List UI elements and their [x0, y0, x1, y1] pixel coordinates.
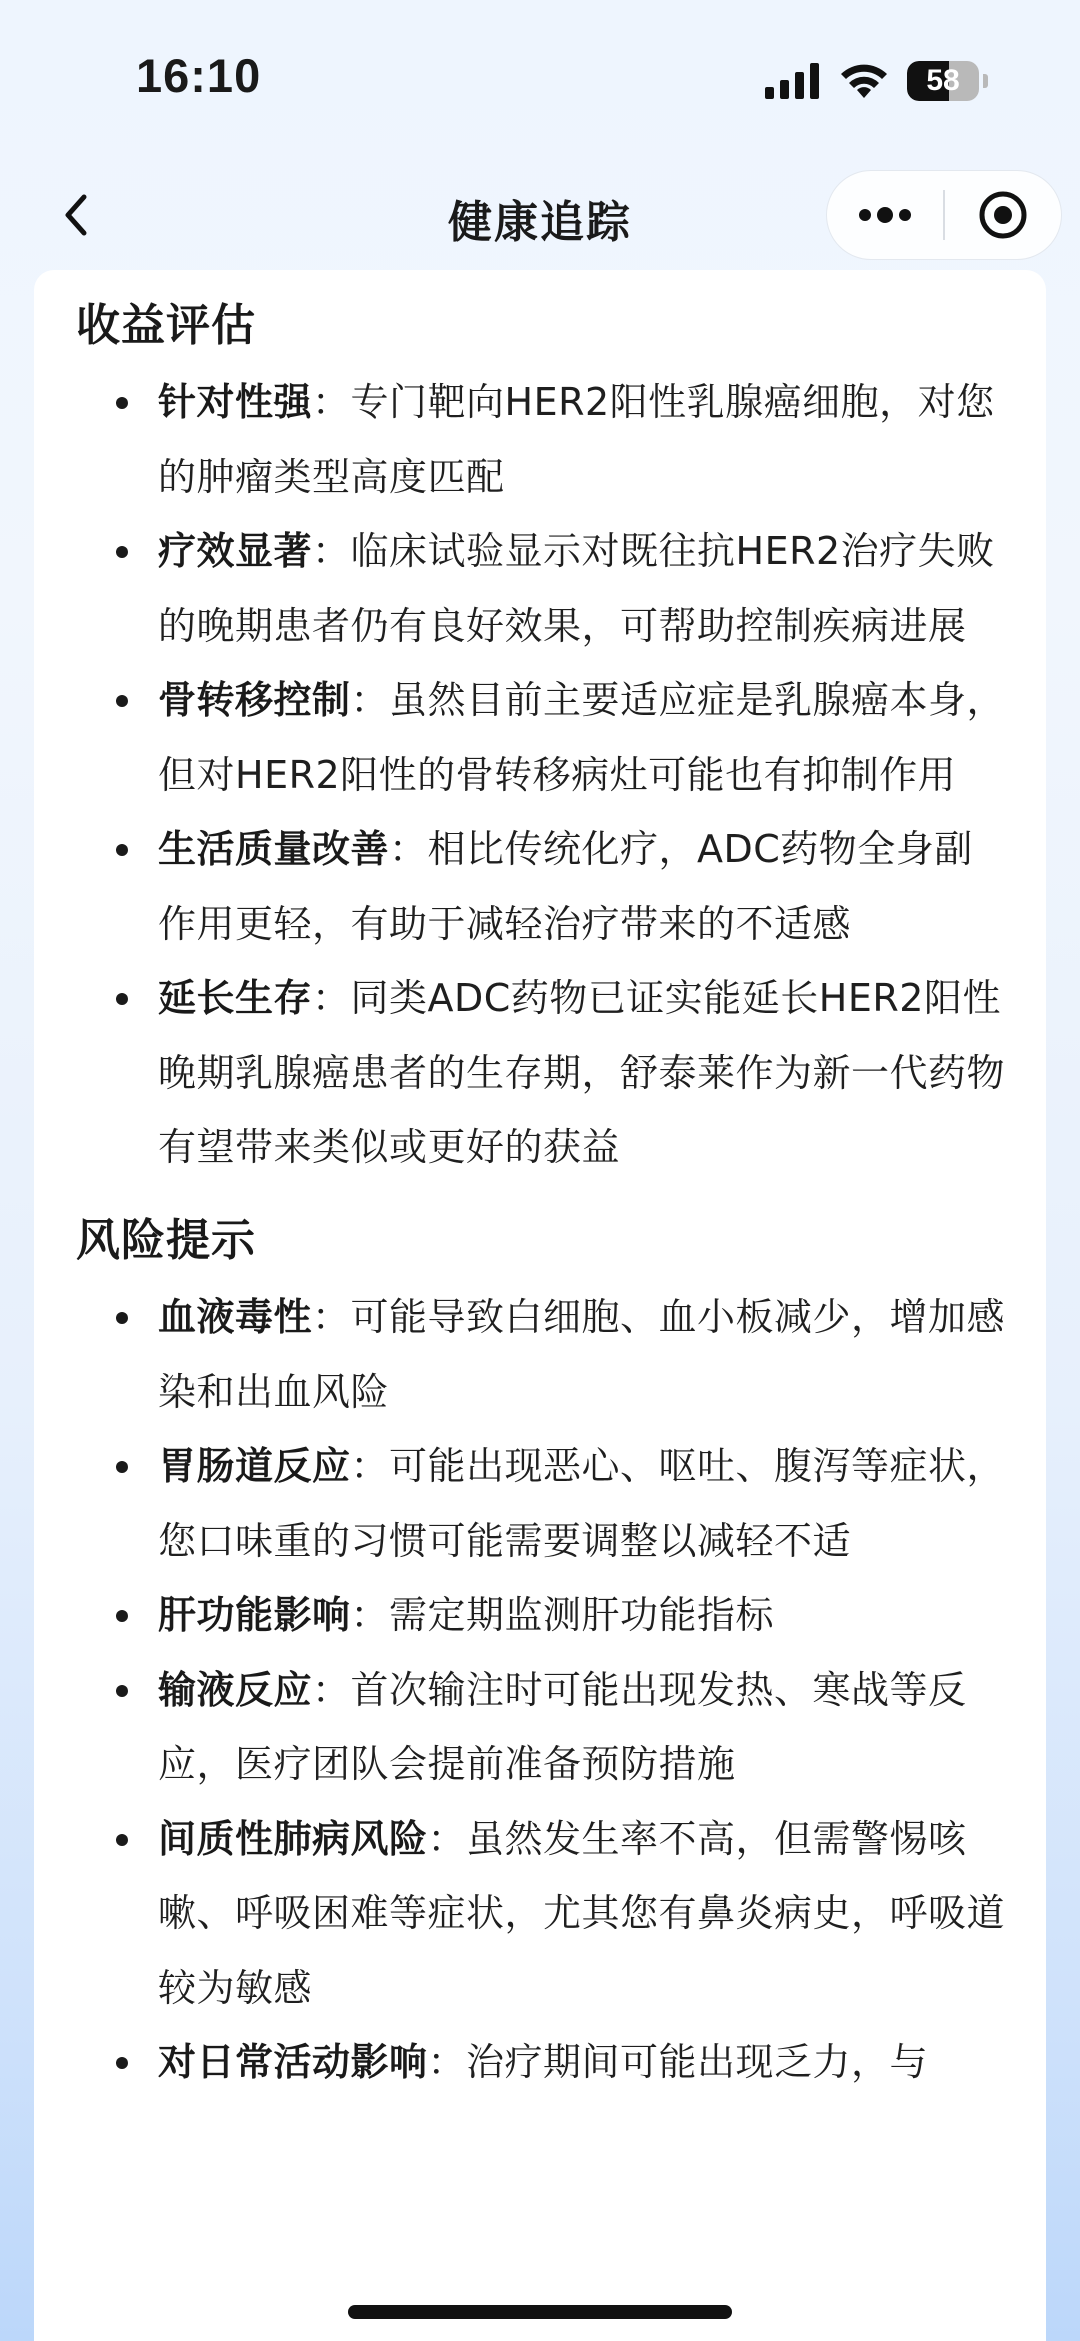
page-title: 健康追踪	[448, 197, 632, 248]
item-term: 延长生存	[158, 976, 313, 1021]
list-item	[76, 1802, 1006, 2026]
list-item	[76, 365, 1006, 514]
mini-program-capsule	[826, 170, 1062, 260]
home-indicator[interactable]	[348, 2305, 732, 2319]
status-time: 16:10	[136, 49, 262, 102]
list-item	[76, 1578, 1006, 1653]
item-term: 生活质量改善	[158, 827, 390, 872]
item-desc: ：首次输注时可能出现发热、寒战等反应，医疗团队会提前准备预防措施	[158, 1667, 967, 1787]
battery-cap	[983, 74, 988, 88]
wifi-icon	[839, 62, 889, 100]
item-term: 针对性强	[158, 380, 313, 425]
content-card	[34, 270, 1046, 2341]
item-term: 输液反应	[158, 1667, 313, 1712]
target-circle-icon	[977, 189, 1029, 241]
list-item	[76, 663, 1006, 812]
item-desc: ：治疗期间可能出现乏力，与	[427, 2040, 929, 2085]
list-item	[76, 812, 1006, 961]
list-item	[76, 1653, 1006, 1802]
item-term: 胃肠道反应	[158, 1444, 351, 1489]
battery-percent: 58	[926, 64, 960, 97]
item-term: 疗效显著	[158, 529, 313, 574]
item-term: 对日常活动影响	[158, 2040, 428, 2085]
more-dots-icon	[857, 205, 913, 225]
item-desc: ：虽然发生率不高，但需警惕咳嗽、呼吸困难等症状，尤其您有鼻炎病史，呼吸道较为敏感	[158, 1816, 1006, 2010]
more-button[interactable]	[827, 170, 943, 260]
risk-list	[76, 1280, 1006, 2100]
item-term: 间质性肺病风险	[158, 1816, 428, 1861]
list-item	[76, 1280, 1006, 1429]
list-item	[76, 514, 1006, 663]
item-term: 骨转移控制	[158, 678, 351, 723]
section-title: 收益评估	[76, 300, 256, 351]
section-risks	[76, 1211, 1006, 2100]
signal-icon	[765, 63, 821, 99]
item-desc: ：专门靶向HER2阳性乳腺癌细胞，对您的肿瘤类型高度匹配	[158, 380, 995, 499]
item-desc: ：相比传统化疗，ADC药物全身副作用更轻，有助于减轻治疗带来的不适感	[158, 827, 973, 946]
battery-icon	[907, 61, 979, 101]
status-bar	[0, 0, 1080, 150]
item-desc: ：可能出现恶心、呕吐、腹泻等症状，您口味重的习惯可能需要调整以减轻不适	[158, 1444, 1006, 1563]
list-item	[76, 1429, 1006, 1578]
nav-bar	[0, 160, 1080, 270]
item-desc: ：可能导致白细胞、血小板减少，增加感染和出血风险	[158, 1295, 1006, 1414]
close-button[interactable]	[945, 170, 1061, 260]
item-term: 血液毒性	[158, 1295, 313, 1340]
item-desc: ：需定期监测肝功能指标	[350, 1593, 775, 1638]
item-desc: ：虽然目前主要适应症是乳腺癌本身，但对HER2阳性的骨转移病灶可能也有抑制作用	[158, 678, 1006, 797]
section-benefits	[76, 296, 1006, 1185]
list-item	[76, 2025, 1006, 2100]
item-desc: ：临床试验显示对既往抗HER2治疗失败的晚期患者仍有良好效果，可帮助控制疾病进展	[158, 529, 995, 648]
list-item	[76, 961, 1006, 1185]
benefit-list	[76, 365, 1006, 1185]
item-term: 肝功能影响	[158, 1593, 351, 1638]
item-desc: ：同类ADC药物已证实能延长HER2阳性晚期乳腺癌患者的生存期，舒泰莱作为新一代药物有望带来类似或更好的获益	[158, 976, 1006, 1170]
section-title: 风险提示	[76, 1214, 256, 1266]
status-icons	[765, 58, 988, 104]
